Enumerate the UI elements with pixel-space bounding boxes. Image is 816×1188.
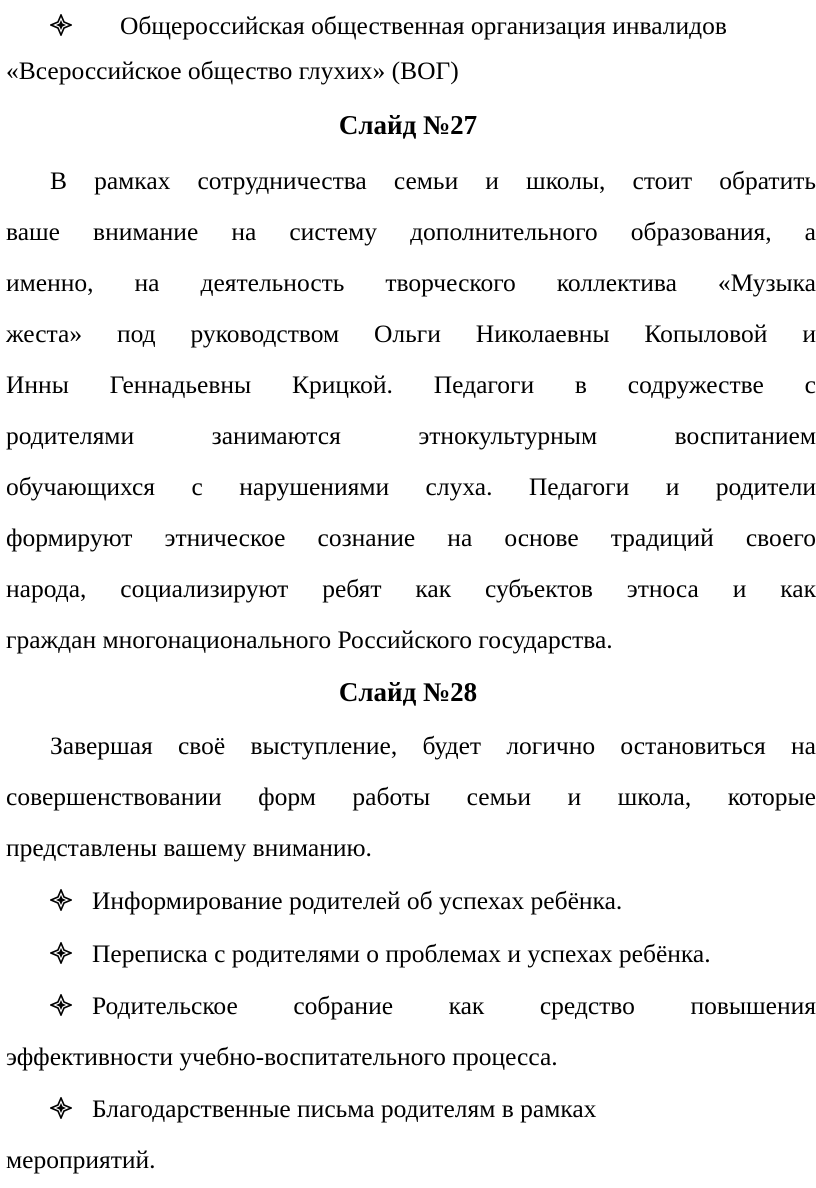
bullet-item-4-line-1: Благодарственные письма родителям в рамках — [92, 1094, 597, 1123]
slide27-line-5: Инны Геннадьевны Крицкой. Педагоги в содружестве с — [6, 370, 816, 399]
slide27-line-4: жеста» под руководством Ольги Николаевны Копыловой и — [6, 319, 816, 348]
slide27-line-10: граждан многонационального Российского государства. — [6, 625, 613, 654]
bullet-item-3-line-1 — [92, 980, 816, 1031]
diamond-bullet-icon — [50, 980, 72, 1031]
diamond-bullet-icon — [50, 1083, 72, 1134]
intro-line-1: Общероссийская общественная организация инвалидов — [120, 11, 727, 40]
bullet-item-3-text: Родительское собрание как средство повышения — [92, 991, 816, 1020]
slide28-line-2: совершенствовании форм работы семьи и школа, которые — [6, 782, 816, 811]
bullet-item-1: Информирование родителей об успехах ребёнка. — [92, 886, 623, 915]
slide27-heading: Слайд №27 — [338, 110, 478, 140]
slide28-line-3: представлены вашему вниманию. — [6, 833, 372, 862]
intro-line-2: «Всероссийское общество глухих» (ВОГ) — [6, 56, 459, 85]
slide27-line-7: обучающихся с нарушениями слуха. Педагоги и родители — [6, 472, 816, 501]
slide27-line-6: родителями занимаются этнокультурным воспитанием — [6, 421, 816, 450]
slide28-line-1: Завершая своё выступление, будет логично остановиться на — [50, 731, 816, 760]
bullet-item-2: Переписка с родителями о проблемах и успехах ребёнка. — [92, 939, 711, 968]
slide27-line-2: ваше внимание на систему дополнительного образования, а — [6, 217, 816, 246]
slide27-line-9: народа, социализируют ребят как субъектов этноса и как — [6, 574, 816, 603]
slide27-line-1: В рамках сотрудничества семьи и школы, стоит обратить — [50, 166, 816, 195]
slide27-line-8: формируют этническое сознание на основе традиций своего — [6, 523, 816, 552]
diamond-bullet-icon — [50, 0, 72, 51]
bullet-item-4-line-2: мероприятий. — [6, 1145, 156, 1174]
diamond-bullet-icon — [50, 875, 72, 926]
bullet-item-3-line-2: эффективности учебно-воспитательного процесса. — [6, 1042, 558, 1071]
diamond-bullet-icon — [50, 928, 72, 979]
slide28-heading: Слайд №28 — [338, 677, 478, 707]
slide27-line-3: именно, на деятельность творческого коллектива «Музыка — [6, 268, 816, 297]
